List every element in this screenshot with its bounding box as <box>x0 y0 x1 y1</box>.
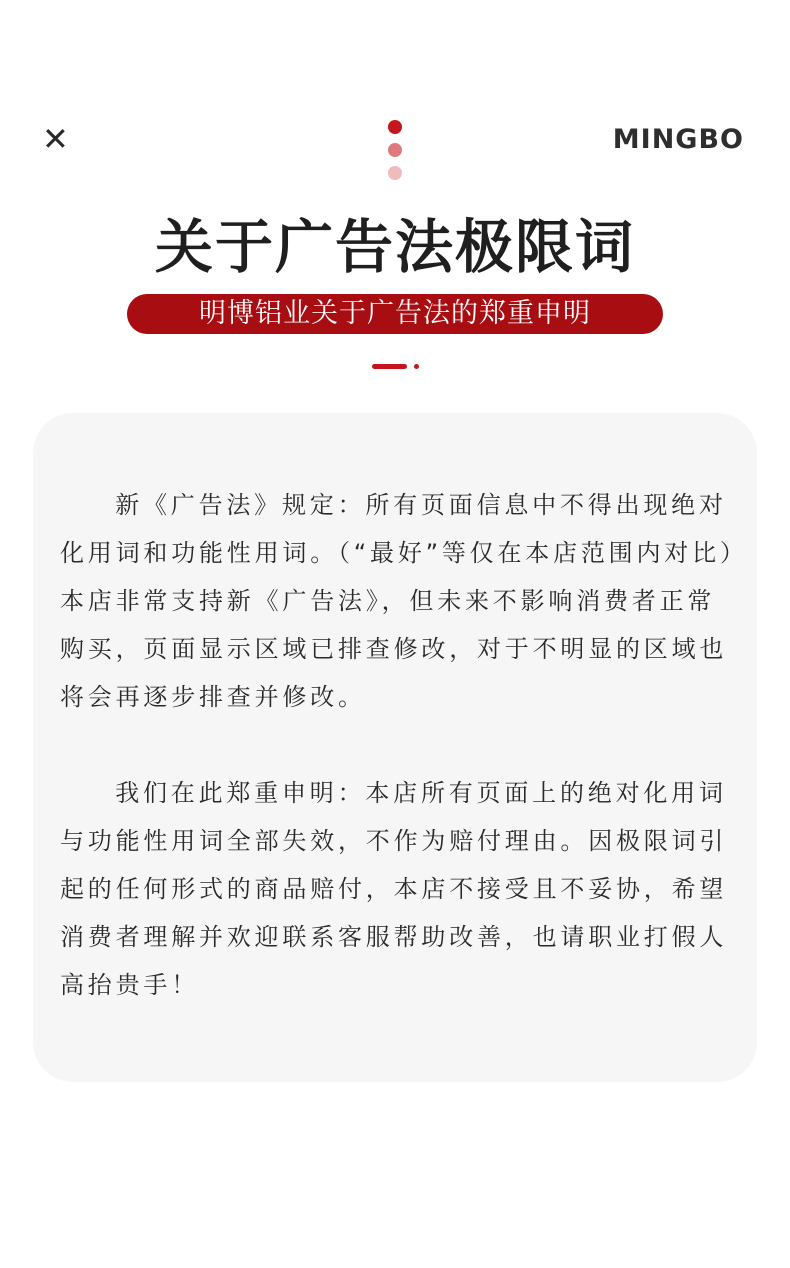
brand-logo: MINGBO <box>612 124 744 155</box>
close-icon[interactable]: ✕ <box>42 120 69 158</box>
statement-paragraph-2: 我们在此郑重申明：本店所有页面上的绝对化用词与功能性用词全部失效，不作为赔付理由。因极限词引起的任何形式的商品赔付，本店不接受且不妥协，希望消费者理解并欢迎联系客服帮助改善，也请职业打假人高抬贵手！ <box>60 779 728 999</box>
dot-3 <box>388 166 402 180</box>
dot-1 <box>388 120 402 134</box>
decorative-dots <box>388 120 402 189</box>
page-title: 关于广告法极限词 <box>154 213 635 281</box>
divider <box>372 364 422 370</box>
subtitle-banner: 明博铝业关于广告法的郑重申明 <box>127 294 663 334</box>
divider-dot <box>414 364 419 369</box>
statement-paragraph-1: 新《广告法》规定：所有页面信息中不得出现绝对化用词和功能性用词。（“最好”等仅在本店范围内对比）本店非常支持新《广告法》，但未来不影响消费者正常购买，页面显示区域已排查修改，对于不明显的区域也将会再逐步排查并修改。 <box>60 491 736 711</box>
divider-line <box>372 364 407 369</box>
dot-2 <box>388 143 402 157</box>
